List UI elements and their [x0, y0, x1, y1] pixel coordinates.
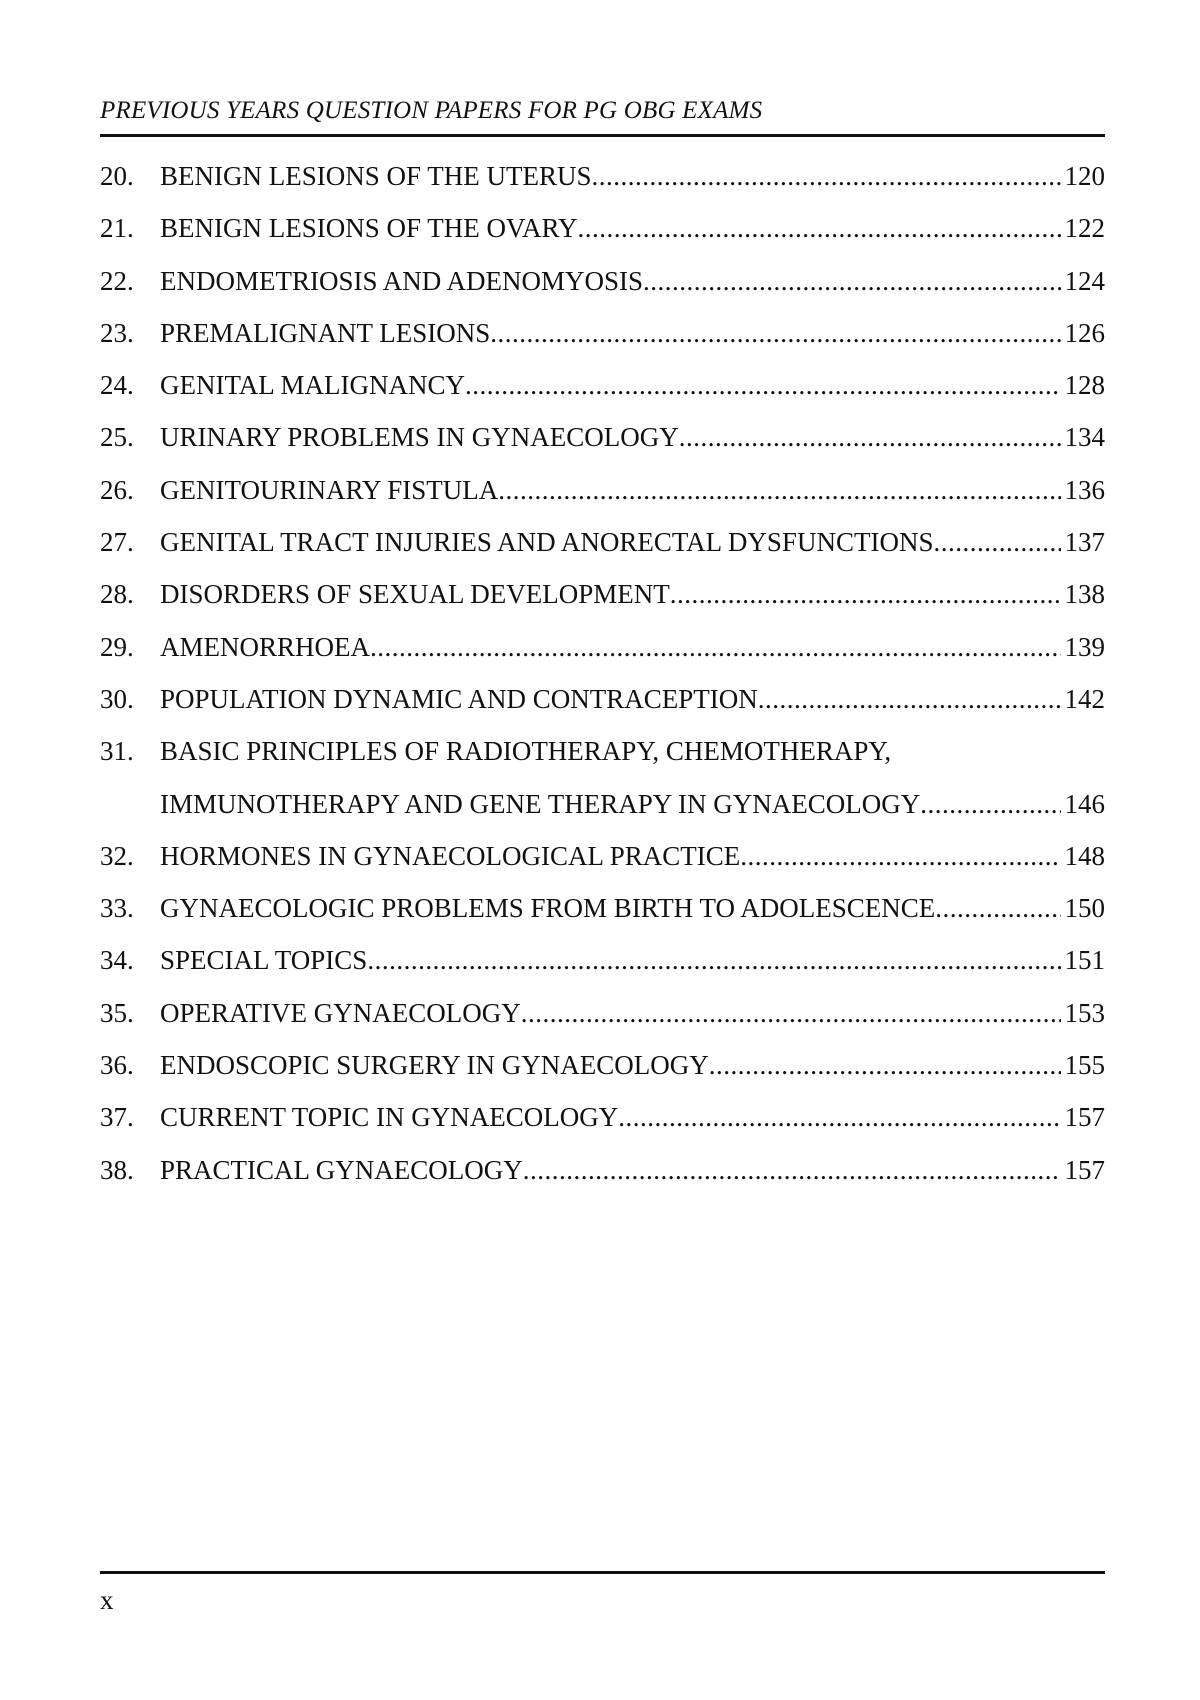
toc-entry[interactable] [100, 725, 1105, 830]
toc-entry-line [160, 778, 1105, 830]
toc-entry-title: BASIC PRINCIPLES OF RADIOTHERAPY, CHEMOTHERAPY, [160, 736, 892, 767]
toc-entry-line [160, 307, 1105, 359]
toc-entry-number: 30. [100, 683, 134, 714]
toc-entry-page: 148 [1064, 840, 1105, 871]
toc-entry-page: 124 [1064, 265, 1105, 296]
toc-entry-page: 155 [1064, 1050, 1105, 1081]
toc-leader-dots [935, 882, 1060, 934]
toc-entry-title: AMENORRHOEA [160, 631, 371, 662]
toc-entry-number: 20. [100, 161, 134, 191]
toc-entry[interactable] [100, 464, 1105, 516]
toc-entry-number: 28. [100, 579, 134, 610]
toc-entry-body [160, 150, 1105, 202]
toc-entry[interactable] [100, 359, 1105, 411]
toc-entry-line [160, 359, 1105, 411]
toc-entry[interactable] [100, 1039, 1105, 1091]
toc-entry-title: GENITAL MALIGNANCY [160, 370, 466, 401]
toc-entry-title: IMMUNOTHERAPY AND GENE THERAPY IN GYNAECOLOGY [160, 788, 921, 819]
toc-leader-dots [523, 1144, 1061, 1196]
toc-entry-line [160, 1144, 1105, 1196]
toc-entry-title: GYNAECOLOGIC PROBLEMS FROM BIRTH TO ADOLESCENCE [160, 893, 936, 924]
toc-leader-dots [920, 778, 1060, 830]
toc-entry[interactable] [100, 621, 1105, 673]
toc-entry-line [160, 830, 1105, 882]
toc-leader-dots [740, 830, 1060, 882]
toc-entry[interactable] [100, 987, 1105, 1039]
toc-entry[interactable] [100, 1091, 1105, 1143]
toc-entry-body [160, 621, 1105, 673]
toc-entry-page: 157 [1064, 1154, 1105, 1185]
toc-entry[interactable] [100, 830, 1105, 882]
toc-entry-page: 146 [1064, 788, 1105, 819]
toc-entry-number: 26. [100, 474, 134, 505]
toc-entry-page: 134 [1064, 422, 1105, 453]
toc-leader-dots [643, 255, 1060, 307]
toc-entry-page: 157 [1064, 1102, 1105, 1133]
table-of-contents [100, 150, 1105, 1196]
toc-entry-line [160, 464, 1105, 516]
toc-leader-dots [933, 516, 1060, 568]
toc-entry-page: 151 [1064, 945, 1105, 976]
toc-entry-title: CURRENT TOPIC IN GYNAECOLOGY [160, 1102, 619, 1133]
toc-entry-body [160, 411, 1105, 463]
toc-leader-dots [498, 464, 1060, 516]
toc-entry-number: 32. [100, 840, 134, 871]
toc-entry-title: BENIGN LESIONS OF THE UTERUS [160, 161, 592, 191]
toc-entry-title: URINARY PROBLEMS IN GYNAECOLOGY [160, 422, 679, 453]
toc-entry-number: 25. [100, 422, 134, 453]
toc-entry-body [160, 255, 1105, 307]
toc-entry-number: 24. [100, 370, 134, 401]
toc-entry-number: 22. [100, 265, 134, 296]
toc-entry-line [160, 621, 1105, 673]
toc-entry-title: HORMONES IN GYNAECOLOGICAL PRACTICE [160, 840, 741, 871]
toc-entry[interactable] [100, 255, 1105, 307]
toc-entry-page: 142 [1064, 683, 1105, 714]
toc-entry-title: DISORDERS OF SEXUAL DEVELOPMENT [160, 579, 670, 610]
toc-entry-page: 122 [1064, 213, 1105, 244]
toc-entry-title: ENDOSCOPIC SURGERY IN GYNAECOLOGY [160, 1050, 709, 1081]
toc-entry-title: OPERATIVE GYNAECOLOGY [160, 997, 521, 1028]
toc-entry[interactable] [100, 934, 1105, 986]
toc-entry[interactable] [100, 1144, 1105, 1196]
toc-leader-dots [370, 621, 1060, 673]
toc-entry-body [160, 516, 1105, 568]
toc-entry-page: 153 [1064, 997, 1105, 1028]
toc-entry-body [160, 464, 1105, 516]
toc-leader-dots [465, 359, 1060, 411]
toc-entry-title: ENDOMETRIOSIS AND ADENOMYOSIS [160, 265, 644, 296]
toc-leader-dots [578, 202, 1061, 254]
toc-entry[interactable] [100, 307, 1105, 359]
toc-entry-number: 23. [100, 317, 134, 348]
toc-entry-body [160, 830, 1105, 882]
header-rule [100, 134, 1105, 137]
toc-entry-number: 33. [100, 893, 134, 924]
toc-entry-body [160, 307, 1105, 359]
toc-entry-line [160, 516, 1105, 568]
footer-rule [100, 1571, 1105, 1574]
toc-entry-number: 27. [100, 527, 134, 558]
toc-entry-line [160, 673, 1105, 725]
toc-entry-line [160, 255, 1105, 307]
toc-leader-dots [367, 934, 1060, 986]
toc-entry-body [160, 725, 1105, 830]
toc-entry-page: 137 [1064, 527, 1105, 558]
toc-entry-line [160, 150, 1105, 202]
toc-entry-number: 35. [100, 997, 134, 1028]
toc-entry[interactable] [100, 673, 1105, 725]
toc-leader-dots [758, 673, 1061, 725]
toc-entry-number: 29. [100, 631, 134, 662]
toc-leader-dots [709, 1039, 1061, 1091]
toc-entry-number: 37. [100, 1102, 134, 1133]
toc-entry-number: 31. [100, 736, 134, 767]
toc-entry-line [160, 411, 1105, 463]
toc-entry-page: 150 [1064, 893, 1105, 924]
toc-entry-title: POPULATION DYNAMIC AND CONTRACEPTION [160, 683, 758, 714]
toc-entry-line [160, 725, 1105, 777]
toc-entry[interactable] [100, 568, 1105, 620]
toc-entry-page: 138 [1064, 579, 1105, 610]
page-number: x [100, 1585, 114, 1615]
toc-entry-body [160, 568, 1105, 620]
toc-entry-line [160, 1039, 1105, 1091]
toc-entry-line [160, 934, 1105, 986]
toc-entry-page: 120 [1064, 161, 1105, 191]
toc-entry-line [160, 882, 1105, 934]
toc-entry[interactable] [100, 411, 1105, 463]
toc-entry-page: 126 [1064, 317, 1105, 348]
toc-entry-title: PRACTICAL GYNAECOLOGY [160, 1154, 523, 1185]
toc-leader-dots [618, 1091, 1060, 1143]
toc-entry-title: BENIGN LESIONS OF THE OVARY [160, 213, 578, 244]
toc-entry[interactable] [100, 202, 1105, 254]
toc-entry-title: SPECIAL TOPICS [160, 945, 368, 976]
toc-entry-line [160, 1091, 1105, 1143]
toc-entry-line [160, 987, 1105, 1039]
toc-entry[interactable] [100, 150, 1105, 202]
toc-entry-body [160, 359, 1105, 411]
toc-entry-body [160, 934, 1105, 986]
toc-entry-body [160, 1039, 1105, 1091]
toc-entry-page: 139 [1064, 631, 1105, 662]
toc-entry-number: 38. [100, 1154, 134, 1185]
toc-leader-dots [521, 987, 1061, 1039]
running-header: PREVIOUS YEARS QUESTION PAPERS FOR PG OBG EXAMS [100, 97, 763, 124]
toc-entry[interactable] [100, 516, 1105, 568]
toc-entry-body [160, 1144, 1105, 1196]
toc-entry-page: 128 [1064, 370, 1105, 401]
toc-entry-title: PREMALIGNANT LESIONS [160, 317, 491, 348]
toc-leader-dots [679, 411, 1061, 463]
toc-entry-body [160, 202, 1105, 254]
toc-entry-body [160, 1091, 1105, 1143]
toc-leader-dots [670, 568, 1061, 620]
toc-entry-title: GENITOURINARY FISTULA [160, 474, 499, 505]
toc-entry-title: GENITAL TRACT INJURIES AND ANORECTAL DYSFUNCTIONS [160, 527, 934, 558]
toc-entry-line [160, 202, 1105, 254]
toc-entry-body [160, 882, 1105, 934]
toc-entry-number: 36. [100, 1050, 134, 1081]
toc-leader-dots [592, 150, 1061, 202]
toc-leader-dots [490, 307, 1060, 359]
toc-entry-line [160, 568, 1105, 620]
toc-entry-number: 21. [100, 213, 134, 244]
toc-entry-body [160, 987, 1105, 1039]
toc-entry-body [160, 673, 1105, 725]
toc-entry-number: 34. [100, 945, 134, 976]
toc-entry-page: 136 [1064, 474, 1105, 505]
toc-entry[interactable] [100, 882, 1105, 934]
